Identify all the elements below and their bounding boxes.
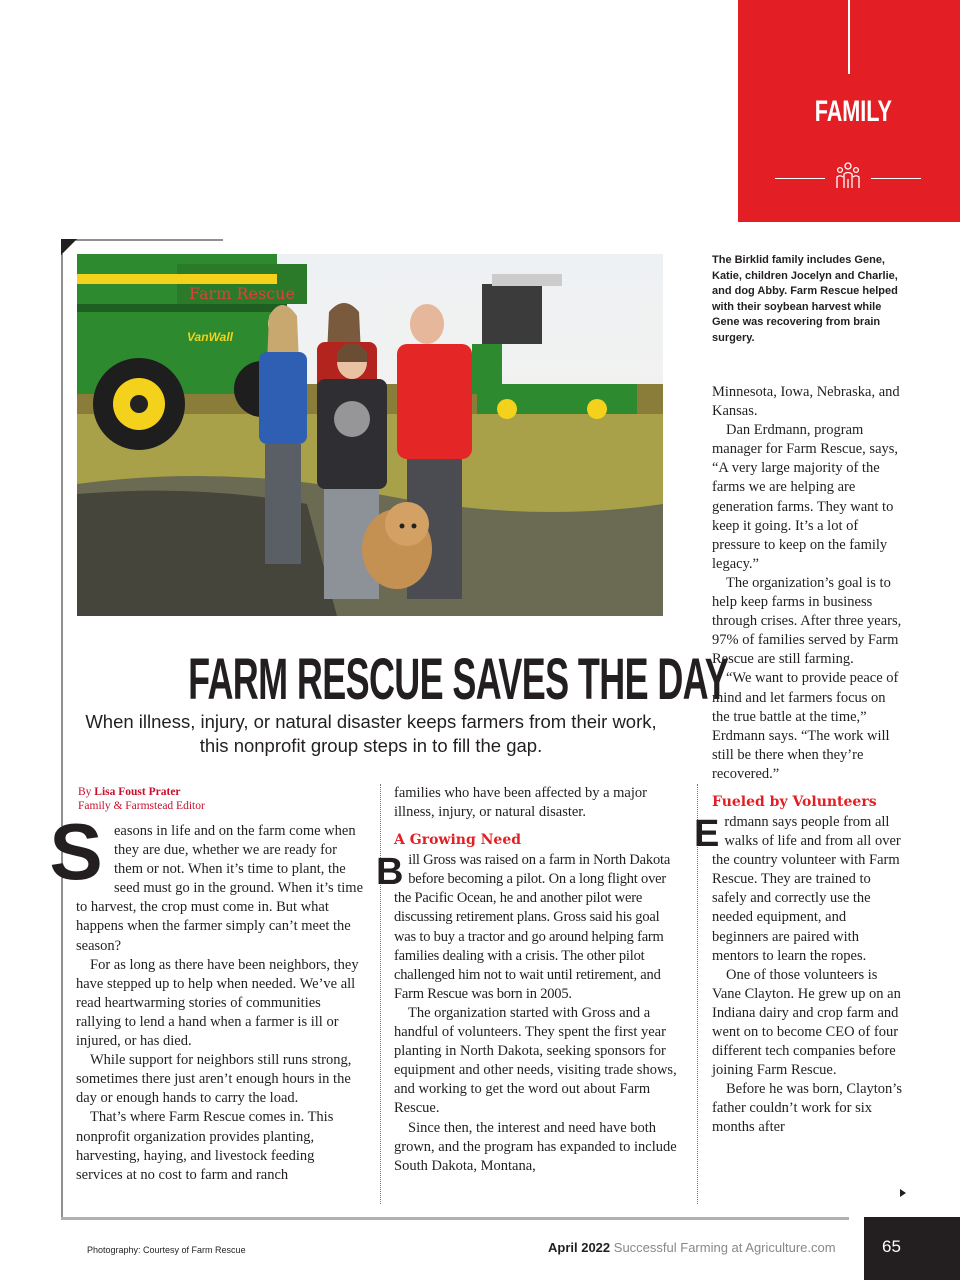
paragraph: Before he was born, Clayton’s father couldn’t work for six months after	[712, 1081, 902, 1136]
author-name: Lisa Foust Prater	[94, 786, 181, 798]
article-column-3	[694, 383, 902, 1138]
paragraph: That’s where Farm Rescue comes in. This nonprofit organization provides planting, harvesting, haying, and livestock feeding services at no cost to farm and ranch	[76, 1109, 334, 1183]
magazine-name: Successful Farming at Agriculture.com	[613, 1240, 836, 1255]
paragraph: For as long as there have been neighbors, they have stepped up to help when needed. We’ve all read heartwarming stories of communities rallying to lend a hand when a farmer is ill or injured, or has died.	[76, 956, 359, 1050]
article-column-2	[376, 784, 682, 1176]
dek: When illness, injury, or natural disaster keeps farmers from their work, this nonprofit group steps in to fill the gap.	[85, 711, 657, 756]
subhead: A Growing Need	[394, 832, 522, 849]
svg-text:Farm Rescue: Farm Rescue	[189, 284, 295, 303]
author-title: Family & Farmstead Editor	[78, 800, 205, 812]
paragraph: Seasons in life and on the farm come when they are due, whether we are ready for them or not. When it’s time to plant, the seed must go in the ground. When it’s time to harvest, the crop must come in. But what happens when the farmer simply can’t meet the season?	[76, 822, 364, 956]
continue-arrow-icon	[900, 1189, 906, 1197]
page-number-box	[864, 1217, 960, 1280]
photo-credit: Photography: Courtesy of Farm Rescue	[87, 1245, 246, 1255]
paragraph: Dan Erdmann, program manager for Farm Rescue, says, “A very large majority of the farms we are helping are generation farms. They want to keep it going. It’s a lot of pressure to keep on the family legacy.”	[712, 422, 899, 572]
tab-divider-line	[848, 0, 850, 74]
paragraph: Since then, the interest and need have both grown, and the program has expanded to include South Dakota, Montana,	[394, 1119, 677, 1174]
drop-cap: E	[694, 812, 720, 855]
tab-rule-left	[775, 178, 825, 179]
photo-caption: The Birklid family includes Gene, Katie, children Jocelyn and Charlie, and dog Abby. Farm Rescue helped with their soybean harvest while Gene was recovering from brain surgery.	[712, 254, 898, 344]
drop-cap: B	[376, 851, 404, 894]
tab-rule-right	[871, 178, 921, 179]
byline-prefix: By	[78, 786, 92, 798]
headline: FARM RESCUE SAVES THE DAY	[188, 647, 729, 712]
paragraph: Bill Gross was raised on a farm in North Dakota before becoming a pilot. On a long flight over the Pacific Ocean, he and another pilot were discussing retirement plans. Gross said his goal was to buy a tractor and go around helping farm families dealing with a crisis. The other pilot challenged him not to wait until retirement, and Farm Rescue was born in 2005.	[376, 851, 671, 1002]
page-number: 65	[882, 1237, 901, 1256]
paragraph: While support for neighbors still runs strong, sometimes there just aren’t enough hours in the day or enough hands to carry the load.	[76, 1052, 352, 1107]
section-label: FAMILY	[814, 95, 892, 128]
issue-date: April 2022	[548, 1240, 611, 1255]
paragraph: families who have been affected by a major illness, injury, or natural disaster.	[394, 785, 647, 821]
paragraph: Erdmann says people from all walks of life and from all over the country volunteer with Farm Rescue. They are trained to safely and correctly use the needed equipment, and beginners are paired with mentors to learn the ropes.	[694, 812, 901, 964]
corner-mark-side-left	[61, 239, 63, 1219]
family-group-icon	[833, 161, 863, 191]
subhead: Fueled by Volunteers	[712, 793, 877, 810]
svg-text:VanWall: VanWall	[187, 330, 234, 344]
paragraph: The organization started with Gross and a handful of volunteers. They spent the first year planting in North Dakota, seeking sponsors for equipment and other needs, visiting trade shows, and working to get the word out about Farm Rescue.	[394, 1004, 677, 1117]
paragraph: One of those volunteers is Vane Clayton. He grew up on an Indiana dairy and crop farm and went on to become CEO of four different tech companies before joining Farm Rescue.	[712, 966, 901, 1079]
paragraph: “We want to provide peace of mind and let farmers focus on the true battle at the time,” Erdmann says. “The work will still be there when they’re recovered.”	[712, 670, 899, 782]
family-photo	[77, 254, 663, 616]
paragraph: The organization’s goal is to help keep farms in business through crises. After three years, 97% of families served by Farm Rescue are still farming.	[712, 574, 902, 668]
drop-cap: S	[49, 807, 103, 896]
footer-rule	[61, 1217, 849, 1220]
paragraph: Minnesota, Iowa, Nebraska, and Kansas.	[712, 384, 900, 420]
column-rule-1	[380, 784, 381, 1204]
folio	[548, 1240, 836, 1255]
article-column-1	[49, 807, 364, 1185]
